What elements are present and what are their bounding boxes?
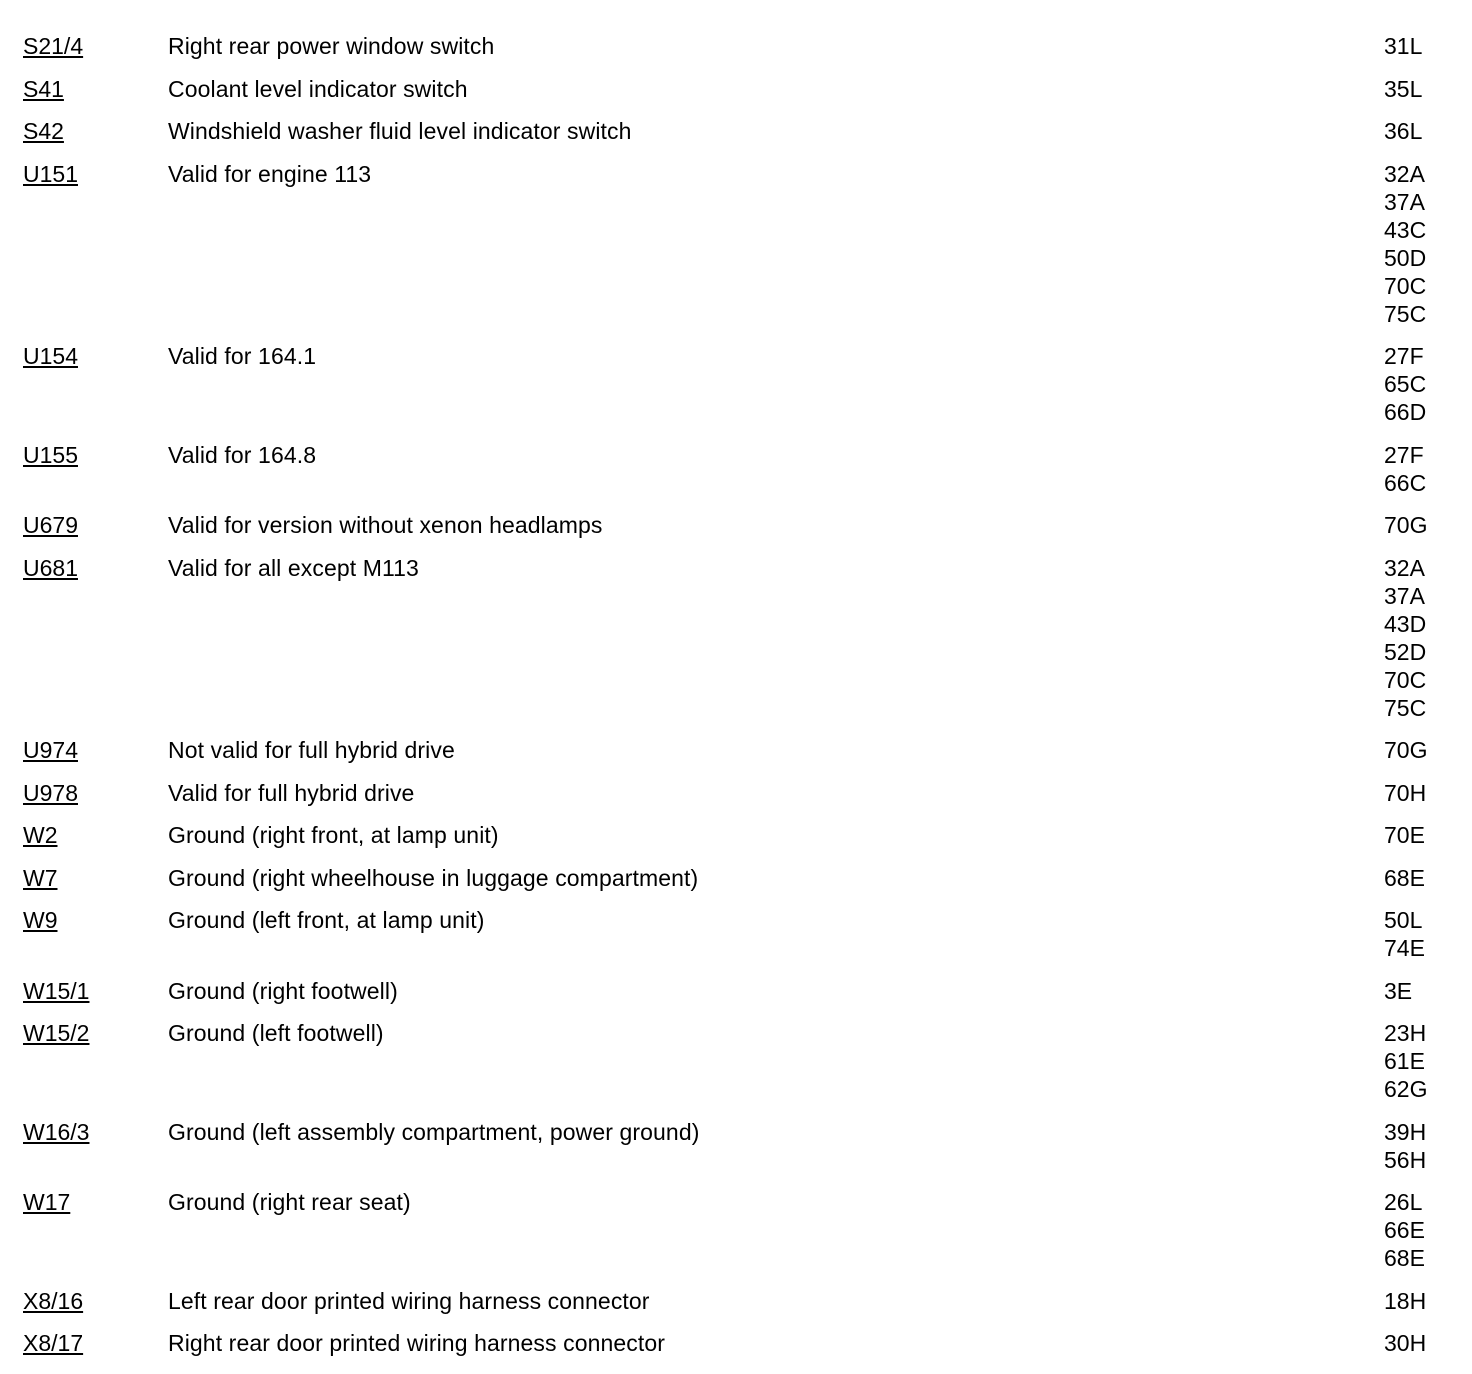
legend-row-x8-16 xyxy=(0,1287,1472,1315)
grid-reference-list xyxy=(1384,1287,1472,1315)
component-description: Valid for 164.8 xyxy=(168,441,317,468)
grid-reference: 70C xyxy=(1384,272,1427,299)
grid-reference-list xyxy=(1384,160,1472,328)
legend-row-x8-17 xyxy=(0,1329,1472,1357)
grid-reference: 70G xyxy=(1384,512,1428,538)
grid-reference: 62G xyxy=(1384,1076,1428,1102)
legend-row-u681 xyxy=(0,554,1472,722)
component-code-link[interactable]: U155 xyxy=(23,441,78,468)
grid-reference: 66D xyxy=(1384,399,1427,425)
grid-reference-list xyxy=(1384,779,1472,807)
component-description: Valid for engine 113 xyxy=(168,160,372,187)
legend-row-u151 xyxy=(0,160,1472,328)
component-code-link[interactable]: U679 xyxy=(23,512,78,538)
grid-reference: 31L xyxy=(1384,33,1423,59)
grid-reference-list xyxy=(1384,906,1472,962)
grid-reference: 70C xyxy=(1384,666,1427,693)
legend-row-w7 xyxy=(0,864,1472,892)
component-code-link[interactable]: W7 xyxy=(23,864,58,891)
component-description: Ground (left front, at lamp unit) xyxy=(168,907,485,933)
grid-reference: 37A xyxy=(1384,188,1425,215)
component-description: Ground (right wheelhouse in luggage compartment) xyxy=(168,864,699,891)
legend-row-w2 xyxy=(0,821,1472,849)
component-code-link[interactable]: X8/16 xyxy=(23,1287,84,1314)
component-code-link[interactable]: W2 xyxy=(23,822,58,848)
component-description: Ground (left assembly compartment, power ground) xyxy=(168,1118,700,1145)
grid-reference: 56H xyxy=(1384,1146,1427,1173)
component-code-link[interactable]: S42 xyxy=(23,118,64,144)
grid-reference-list xyxy=(1384,441,1472,497)
grid-reference-list xyxy=(1384,821,1472,849)
component-description: Ground (right front, at lamp unit) xyxy=(168,822,499,848)
legend-row-u978 xyxy=(0,779,1472,807)
component-code-link[interactable]: U974 xyxy=(23,737,78,763)
grid-reference: 50D xyxy=(1384,244,1427,271)
legend-row-w15-2 xyxy=(0,1019,1472,1103)
component-code-link[interactable]: W15/2 xyxy=(23,1020,90,1046)
grid-reference: 75C xyxy=(1384,300,1427,327)
grid-reference-list xyxy=(1384,554,1472,722)
grid-reference: 32A xyxy=(1384,160,1425,187)
component-description: Right rear power window switch xyxy=(168,33,495,59)
grid-reference: 50L xyxy=(1384,907,1423,933)
legend-row-w17 xyxy=(0,1188,1472,1272)
legend-row-s21-4 xyxy=(0,32,1472,60)
grid-reference: 70G xyxy=(1384,737,1428,763)
component-code-link[interactable]: W15/1 xyxy=(23,977,90,1004)
grid-reference: 68E xyxy=(1384,1245,1425,1271)
component-code-link[interactable]: S41 xyxy=(23,75,64,102)
grid-reference-list xyxy=(1384,75,1472,103)
component-description: Right rear door printed wiring harness connector xyxy=(168,1330,665,1356)
component-code-link[interactable]: W16/3 xyxy=(23,1118,90,1145)
grid-reference: 27F xyxy=(1384,441,1424,468)
grid-reference: 61E xyxy=(1384,1048,1425,1074)
component-description: Valid for full hybrid drive xyxy=(168,779,415,806)
grid-reference: 37A xyxy=(1384,582,1425,609)
legend-row-w15-1 xyxy=(0,977,1472,1005)
grid-reference: 23H xyxy=(1384,1020,1427,1046)
legend-row-s42 xyxy=(0,117,1472,145)
grid-reference-list xyxy=(1384,977,1472,1005)
component-description: Windshield washer fluid level indicator switch xyxy=(168,118,632,144)
component-description: Valid for all except M113 xyxy=(168,554,419,581)
grid-reference: 66C xyxy=(1384,469,1427,496)
grid-reference: 43D xyxy=(1384,610,1427,637)
grid-reference: 32A xyxy=(1384,554,1425,581)
component-description: Ground (left footwell) xyxy=(168,1020,384,1046)
grid-reference: 27F xyxy=(1384,343,1424,369)
component-description: Left rear door printed wiring harness connector xyxy=(168,1287,650,1314)
grid-reference-list xyxy=(1384,1329,1472,1357)
grid-reference: 68E xyxy=(1384,864,1425,891)
grid-reference: 3E xyxy=(1384,977,1413,1004)
grid-reference-list xyxy=(1384,1118,1472,1174)
component-code-link[interactable]: S21/4 xyxy=(23,33,84,59)
grid-reference: 36L xyxy=(1384,118,1423,144)
grid-reference-list xyxy=(1384,117,1472,145)
component-description: Not valid for full hybrid drive xyxy=(168,737,455,763)
legend-row-w16-3 xyxy=(0,1118,1472,1174)
component-description: Coolant level indicator switch xyxy=(168,75,468,102)
grid-reference: 52D xyxy=(1384,638,1427,665)
grid-reference: 18H xyxy=(1384,1287,1427,1314)
component-code-link[interactable]: U154 xyxy=(23,343,78,369)
grid-reference-list xyxy=(1384,864,1472,892)
legend-row-u679 xyxy=(0,511,1472,539)
component-code-link[interactable]: W17 xyxy=(23,1189,71,1215)
grid-reference: 70E xyxy=(1384,822,1425,848)
component-description: Valid for version without xenon headlamps xyxy=(168,512,603,538)
grid-reference: 75C xyxy=(1384,694,1427,721)
component-description: Ground (right rear seat) xyxy=(168,1189,411,1215)
component-code-link[interactable]: U681 xyxy=(23,554,78,581)
legend-row-u154 xyxy=(0,342,1472,426)
grid-reference-list xyxy=(1384,32,1472,60)
grid-reference-list xyxy=(1384,511,1472,539)
component-code-link[interactable]: X8/17 xyxy=(23,1330,84,1356)
component-description: Ground (right footwell) xyxy=(168,977,398,1004)
grid-reference: 74E xyxy=(1384,935,1425,961)
legend-row-w9 xyxy=(0,906,1472,962)
grid-reference: 66E xyxy=(1384,1217,1425,1243)
component-code-link[interactable]: W9 xyxy=(23,907,58,933)
grid-reference-list xyxy=(1384,342,1472,426)
grid-reference: 30H xyxy=(1384,1330,1427,1356)
legend-row-u974 xyxy=(0,736,1472,764)
grid-reference: 70H xyxy=(1384,779,1427,806)
legend-row-s41 xyxy=(0,75,1472,103)
grid-reference: 39H xyxy=(1384,1118,1427,1145)
grid-reference-list xyxy=(1384,736,1472,764)
grid-reference: 65C xyxy=(1384,371,1427,397)
grid-reference: 43C xyxy=(1384,216,1427,243)
component-code-link[interactable]: U151 xyxy=(23,160,78,187)
component-code-link[interactable]: U978 xyxy=(23,779,78,806)
grid-reference-list xyxy=(1384,1188,1472,1272)
grid-reference: 26L xyxy=(1384,1189,1423,1215)
grid-reference-list xyxy=(1384,1019,1472,1103)
grid-reference: 35L xyxy=(1384,75,1423,102)
legend-row-u155 xyxy=(0,441,1472,497)
component-description: Valid for 164.1 xyxy=(168,343,317,369)
